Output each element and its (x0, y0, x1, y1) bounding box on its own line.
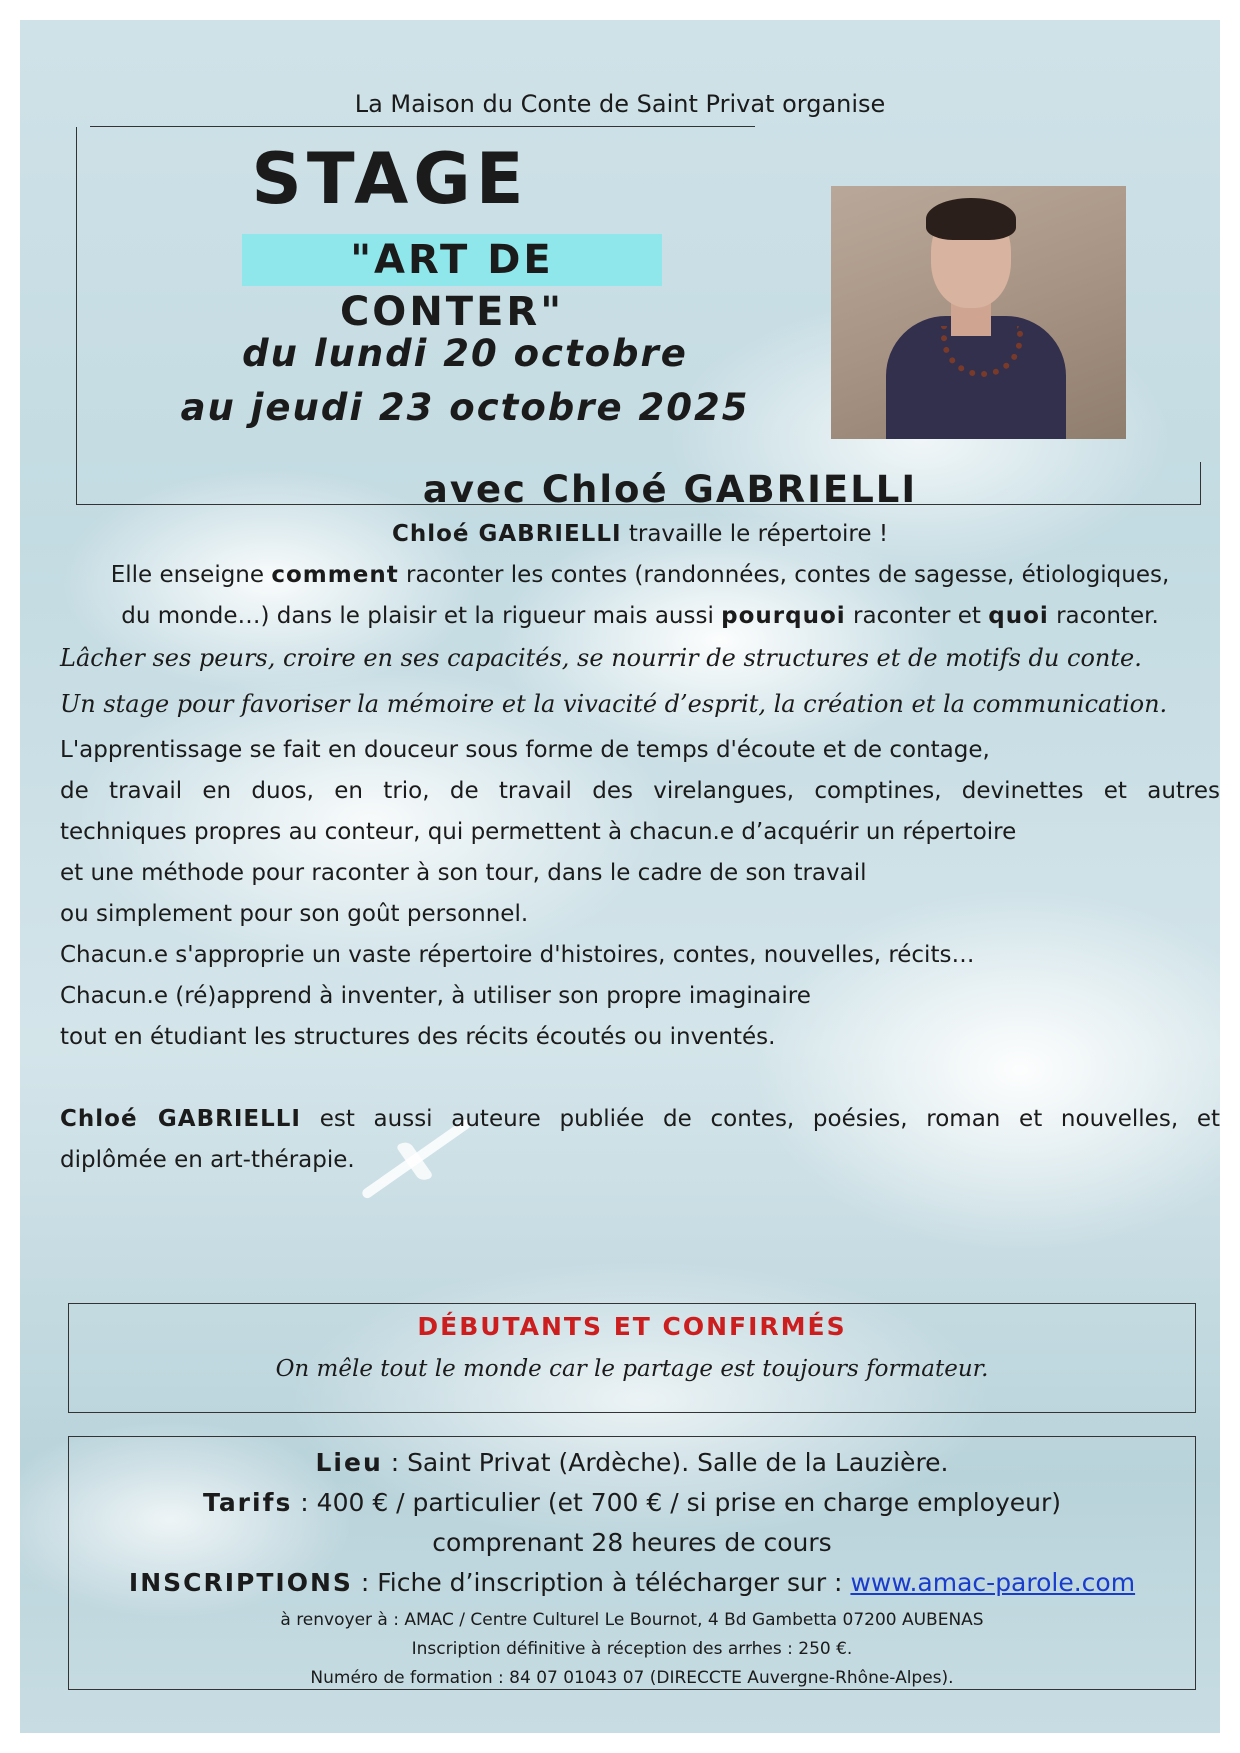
paragraph-line: Chacun.e s'approprie un vaste répertoire d'histoires, contes, nouvelles, récits… (60, 942, 975, 968)
address-line: à renvoyer à : AMAC / Centre Culturel Le Bournot, 4 Bd Gambetta 07200 AUBENAS (280, 1610, 984, 1630)
teacher-surname: GABRIELLI (683, 468, 918, 511)
level-tagline: On mêle tout le monde car le partage est toujours formateur. (275, 1356, 989, 1382)
emphasis-pourquoi: pourquoi (721, 603, 846, 629)
lieu-line (68, 1448, 1196, 1477)
text-segment: du monde…) dans le plaisir et la rigueur mais aussi (121, 603, 722, 629)
lieu-label: Lieu (315, 1448, 383, 1477)
deposit-line: Inscription définitive à réception des arrhes : 250 €. (411, 1639, 853, 1659)
intro-name: Chloé GABRIELLI (391, 521, 622, 547)
header-box-right-border (1200, 462, 1201, 505)
text-segment: raconter les contes (randonnées, contes de sagesse, étiologiques, (398, 562, 1170, 588)
paragraph-line: techniques propres au conteur, qui permettent à chacun.e d’acquérir un répertoire (60, 819, 1017, 845)
bio-line-1 (60, 1099, 1220, 1140)
text-segment: Elle enseigne (110, 562, 272, 588)
page-title: STAGE (251, 138, 529, 220)
flyer-page (20, 20, 1220, 1733)
inscriptions-label: INSCRIPTIONS (128, 1568, 353, 1597)
training-number-line: Numéro de formation : 84 07 01043 07 (DIRECCTE Auvergne-Rhône-Alpes). (310, 1668, 954, 1688)
bio-line-2: diplômée en art-thérapie. (60, 1147, 355, 1173)
paragraph-line: L'apprentissage se fait en douceur sous forme de temps d'écoute et de contage, (60, 737, 990, 763)
organiser-line: La Maison du Conte de Saint Privat organise (354, 90, 886, 118)
paragraph-line: tout en étudiant les structures des récits écoutés ou inventés. (60, 1024, 776, 1050)
tarifs-line-2: comprenant 28 heures de cours (432, 1528, 832, 1557)
tarifs-value: : 400 € / particulier (et 700 € / si prise en charge employeur) (292, 1488, 1061, 1517)
inscriptions-line (68, 1568, 1196, 1597)
teacher-prefix: avec Chloé (422, 468, 684, 511)
intro-line (60, 514, 1220, 555)
inscriptions-value: : Fiche d’inscription à télécharger sur : (352, 1568, 851, 1597)
tarifs-label: Tarifs (202, 1488, 293, 1517)
paragraph-line: ou simplement pour son goût personnel. (60, 901, 529, 927)
paragraph-line: de travail en duos, en trio, de travail des virelangues, comptines, devinettes et autres (60, 778, 1220, 804)
script-line-1: Lâcher ses peurs, croire en ses capacités, se nourrir de structures et de motifs du conte. (60, 644, 1142, 672)
teacher-line (370, 468, 970, 511)
intro-rest: travaille le répertoire ! (621, 521, 889, 547)
header-rule (90, 126, 755, 127)
teacher-photo (831, 186, 1126, 439)
website-link[interactable]: www.amac-parole.com (850, 1568, 1136, 1597)
text-segment: raconter. (1048, 603, 1159, 629)
teaching-line-2 (60, 596, 1220, 637)
script-line-2: Un stage pour favoriser la mémoire et la vivacité d’esprit, la création et la communication. (60, 690, 1168, 718)
date-start: du lundi 20 octobre (242, 332, 688, 375)
tarifs-line (68, 1488, 1196, 1517)
paragraph-line: Chacun.e (ré)apprend à inventer, à utiliser son propre imaginaire (60, 983, 811, 1009)
teaching-line-1 (60, 555, 1220, 596)
header-box-left-border (76, 127, 77, 505)
bio-text: est aussi auteure publiée de contes, poésies, roman et nouvelles, et (301, 1106, 1220, 1132)
emphasis-comment: comment (271, 562, 399, 588)
date-end: au jeudi 23 octobre 2025 (180, 386, 750, 429)
text-segment: raconter et (845, 603, 989, 629)
subtitle-highlight: "ART DE CONTER" (242, 234, 662, 286)
lieu-value: : Saint Privat (Ardèche). Salle de la Lauzière. (382, 1448, 949, 1477)
bio-name: Chloé GABRIELLI (60, 1106, 301, 1132)
emphasis-quoi: quoi (988, 603, 1049, 629)
level-heading: DÉBUTANTS ET CONFIRMÉS (417, 1312, 847, 1341)
paragraph-line: et une méthode pour raconter à son tour, dans le cadre de son travail (60, 860, 867, 886)
